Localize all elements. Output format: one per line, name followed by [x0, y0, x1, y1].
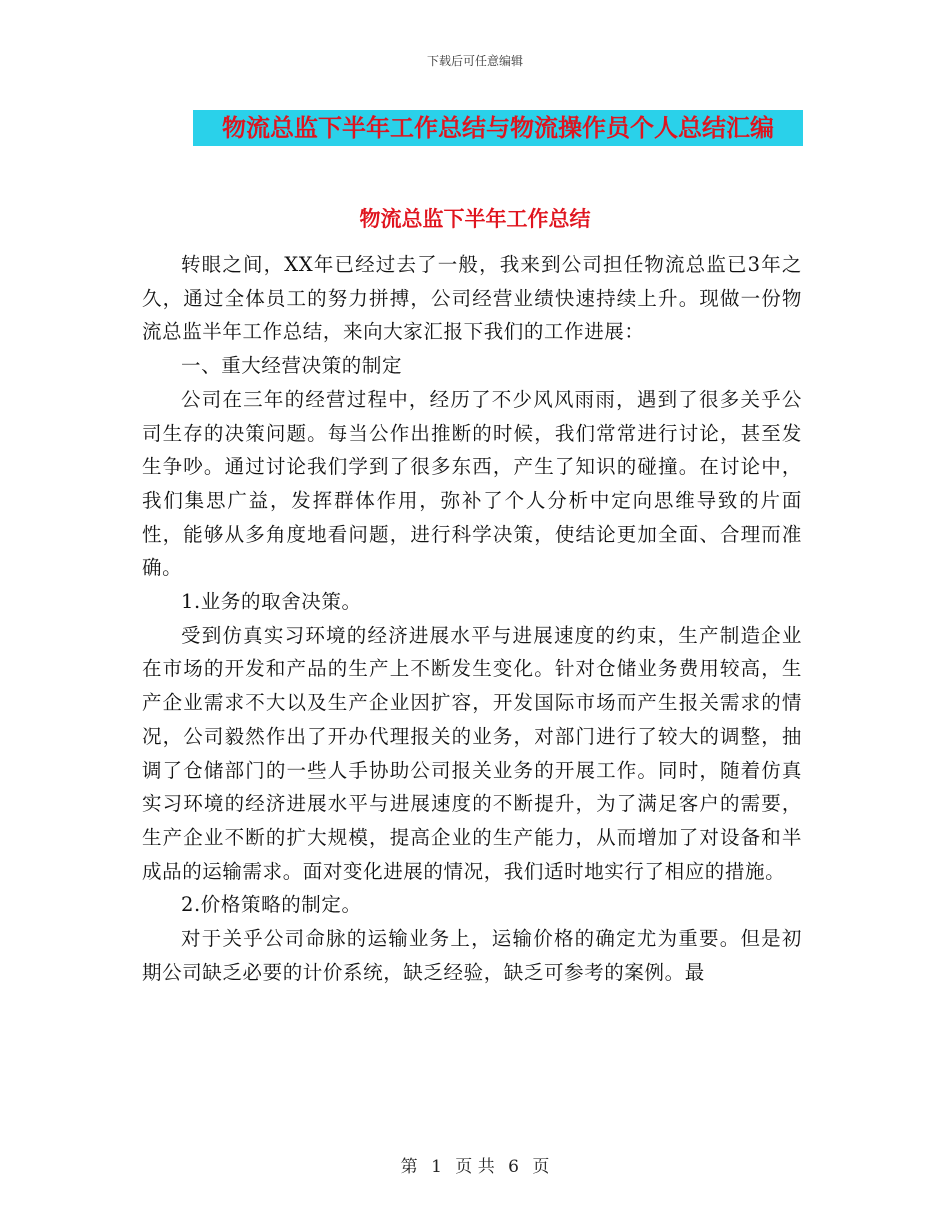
- paragraph-decisions: 公司在三年的经营过程中，经历了不少风风雨雨，遇到了很多关乎公司生存的决策问题。每当公作出推断的时候，我们常常进行讨论，甚至发生争吵。通过讨论我们学到了很多东西，产生了知识的碰撞。在讨论中，我们集思广益，发挥群体作用，弥补了个人分析中定向思维导致的片面性，能够从多角度地看问题，进行科学决策，使结论更加全面、合理而准确。: [142, 387, 802, 580]
- current-page-number: 1: [431, 1157, 442, 1177]
- page-label-mid: 页 共: [455, 1157, 495, 1177]
- page-label-suffix: 页: [532, 1157, 550, 1177]
- header-note: 下载后可任意编辑: [426, 54, 523, 68]
- section-title: 物流总监下半年工作总结: [359, 207, 591, 231]
- page-footer: [0, 1152, 950, 1177]
- heading-pricing-strategy: 2.价格策略的制定。: [181, 893, 362, 917]
- heading-major-decisions: 一、重大经营决策的制定: [181, 354, 403, 378]
- paragraph-intro: 转眼之间，XX年已经过去了一般，我来到公司担任物流总监已3年之久，通过全体员工的努力拼搏，公司经营业绩快速持续上升。现做一份物流总监半年工作总结，来向大家汇报下我们的工作进展：: [142, 253, 802, 344]
- document-body: [142, 248, 802, 989]
- paragraph-pricing-strategy: 对于关乎公司命脉的运输业务上，运输价格的确定尤为重要。但是初期公司缺乏必要的计价系统，缺乏经验，缺乏可参考的案例。最: [142, 927, 802, 984]
- doc-title: 物流总监下半年工作总结与物流操作员个人总结汇编: [222, 114, 774, 142]
- total-pages-number: 6: [508, 1157, 519, 1177]
- page-label-prefix: 第: [400, 1157, 418, 1177]
- paragraph-business-choice: 受到仿真实习环境的经济进展水平与进展速度的约束，生产制造企业在市场的开发和产品的生产上不断发生变化。针对仓储业务费用较高，生产企业需求不大以及生产企业因扩容，开发国际市场而产生报关需求的情况，公司毅然作出了开办代理报关的业务，对部门进行了较大的调整，抽调了仓储部门的一些人手协助公司报关业务的开展工作。同时，随着仿真实习环境的经济进展水平与进展速度的不断提升，为了满足客户的需要，生产企业不断的扩大规模，提高企业的生产能力，从而增加了对设备和半成品的运输需求。面对变化进展的情况，我们适时地实行了相应的措施。: [142, 623, 802, 883]
- heading-business-choice: 1.业务的取舍决策。: [181, 590, 362, 614]
- doc-title-highlight: [193, 110, 803, 146]
